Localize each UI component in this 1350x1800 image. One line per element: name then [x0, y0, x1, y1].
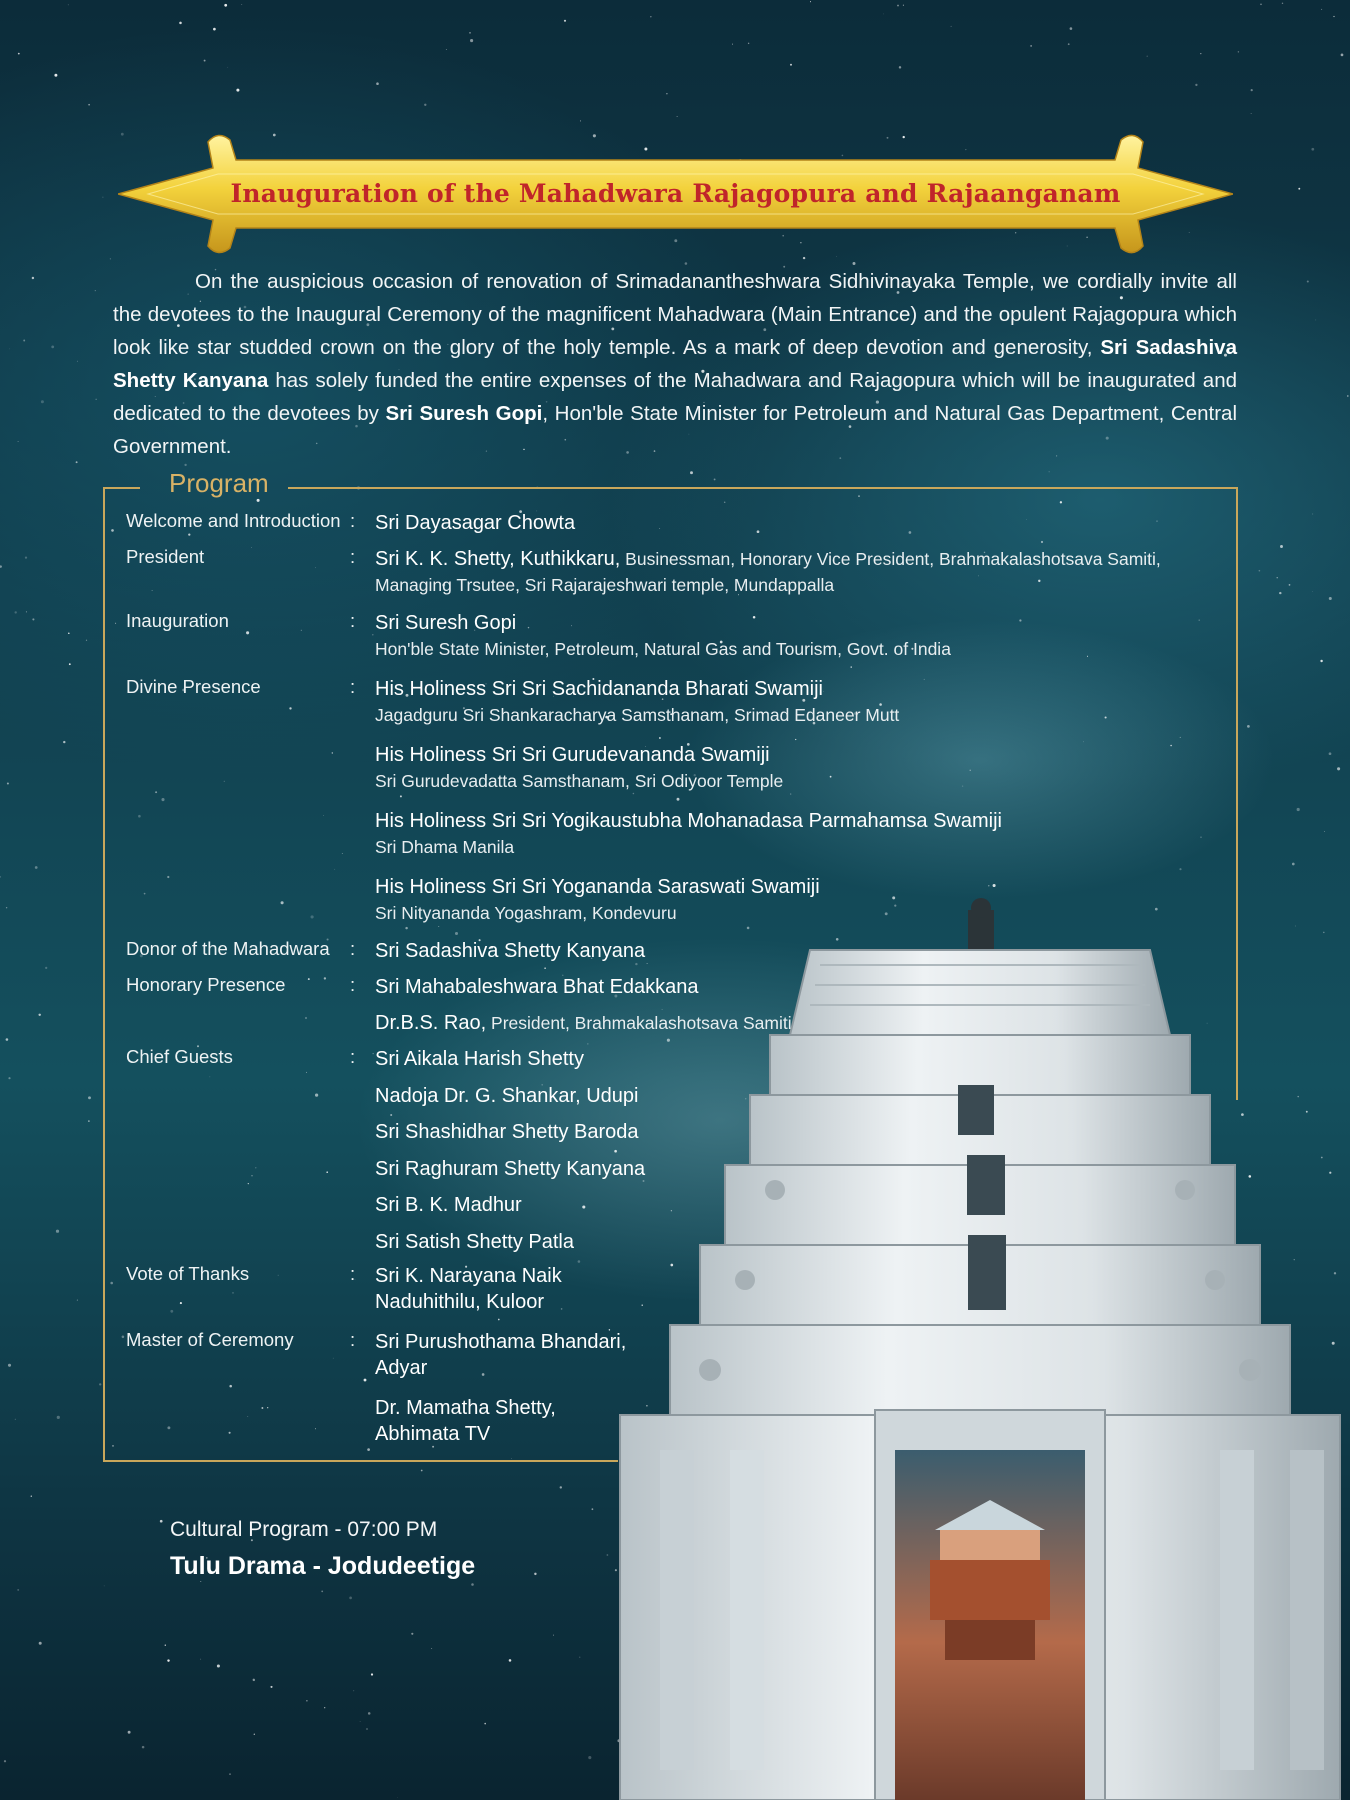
separator: : [350, 510, 356, 531]
role-label: Master of Ceremony [126, 1329, 294, 1350]
person-detail: Sri Gurudevadatta Samsthanam, Sri Odiyoor Temple [375, 771, 784, 791]
intro-text-3: , Hon'ble State Minister for Petroleum and Natural Gas Department, Central Government. [113, 402, 1238, 458]
separator: : [350, 1046, 356, 1067]
role-label: Chief Guests [126, 1046, 233, 1067]
person-name: Sri Shashidhar Shetty Baroda [375, 1121, 639, 1143]
role-label: Donor of the Mahadwara [126, 938, 330, 959]
person-name: Dr.B.S. Rao, [375, 1012, 487, 1034]
person-name: Sri Dayasagar Chowta [375, 512, 576, 534]
intro-text-2: has solely funded the entire expenses of the Mahadwara and Rajagopura which will be inaugurated and dedicated to the devotees by [113, 369, 1237, 425]
temple-gopuram-photo [520, 890, 1350, 1800]
person-name: Sri K. K. Shetty, Kuthikkaru, [375, 548, 621, 570]
separator: : [350, 938, 356, 959]
person-detail: Adyar [375, 1357, 428, 1379]
person-detail: President, Brahmakalashotsava Samiti [486, 1013, 792, 1033]
person-detail: Naduhithilu, Kuloor [375, 1291, 544, 1313]
program-frame-top-left [103, 487, 140, 489]
person-name: Sri Suresh Gopi [375, 612, 517, 634]
title-banner [118, 130, 1233, 258]
intro-minister-name: Sri Suresh Gopi [385, 402, 543, 425]
program-heading: Program [169, 468, 269, 498]
role-label: Honorary Presence [126, 974, 286, 995]
person-detail: Sri Nityananda Yogashram, Kondevuru [375, 903, 677, 923]
person-detail: Abhimata TV [375, 1423, 491, 1445]
person-name: Dr. Mamatha Shetty, [375, 1397, 556, 1419]
role-label: President [126, 546, 205, 567]
person-detail: Jagadguru Sri Shankaracharya Samsthanam, Srimad Edaneer Mutt [375, 705, 900, 725]
separator: : [350, 1263, 356, 1284]
separator: : [350, 546, 356, 567]
person-detail: Sri Dhama Manila [375, 837, 515, 857]
role-label: Vote of Thanks [126, 1263, 250, 1284]
role-label: Inauguration [126, 610, 229, 631]
separator: : [350, 676, 356, 697]
program-frame-top-right [288, 487, 1238, 489]
cultural-program-title: Tulu Drama - Jodudeetige [170, 1552, 476, 1580]
person-name: His Holiness Sri Sri Gurudevananda Swamiji [375, 744, 770, 766]
person-name: His Holiness Sri Sri Sachidananda Bharati Swamiji [375, 678, 823, 700]
intro-donor-name: Sri Sadashiva Shetty Kanyana [113, 336, 1237, 392]
role-label: Welcome and Introduction [126, 510, 341, 531]
person-name: Sri Mahabaleshwara Bhat Edakkana [375, 976, 699, 998]
role-label: Divine Presence [126, 676, 261, 697]
person-name: Sri Raghuram Shetty Kanyana [375, 1157, 646, 1180]
person-detail: Managing Trsutee, Sri Rajarajeshwari temple, Mundappalla [375, 575, 835, 595]
intro-paragraph [113, 265, 1237, 463]
cultural-program-time: Cultural Program - 07:00 PM [170, 1518, 438, 1541]
separator: : [350, 610, 356, 631]
person-name: Sri Aikala Harish Shetty [375, 1048, 584, 1070]
separator: : [350, 1329, 356, 1350]
person-name: His Holiness Sri Sri Yogananda Saraswati Swamiji [375, 876, 820, 898]
person-name: His Holiness Sri Sri Yogikaustubha Mohanadasa Parmahamsa Swamiji [375, 810, 1002, 832]
intro-text-1: On the auspicious occasion of renovation of Srimadanantheshwara Sidhivinayaka Temple, we cordially invite all the devotees to the Inaugural Ceremony of the magnificent Mahadwara (Main Entrance) and the opulent Rajagopura which look like star studded crown on the glory of the holy temple. As a mark of deep devotion and generosity, [113, 270, 1237, 359]
person-name: Sri Satish Shetty Patla [375, 1230, 574, 1253]
separator: : [350, 974, 356, 995]
person-name: Nadoja Dr. G. Shankar, Udupi [375, 1084, 639, 1107]
person-name: Sri Purushothama Bhandari, [375, 1331, 627, 1353]
program-frame-left [103, 487, 105, 1462]
person-name: Sri B. K. Madhur [375, 1194, 522, 1216]
person-name: Sri K. Narayana Naik [375, 1265, 562, 1287]
banner-title: Inauguration of the Mahadwara Rajagopura and Rajaanganam [230, 179, 1121, 208]
person-name: Sri Sadashiva Shetty Kanyana [375, 940, 646, 962]
person-detail: Businessman, Honorary Vice President, Brahmakalashotsava Samiti, [620, 549, 1161, 569]
person-detail: Hon'ble State Minister, Petroleum, Natural Gas and Tourism, Govt. of India [375, 639, 951, 659]
